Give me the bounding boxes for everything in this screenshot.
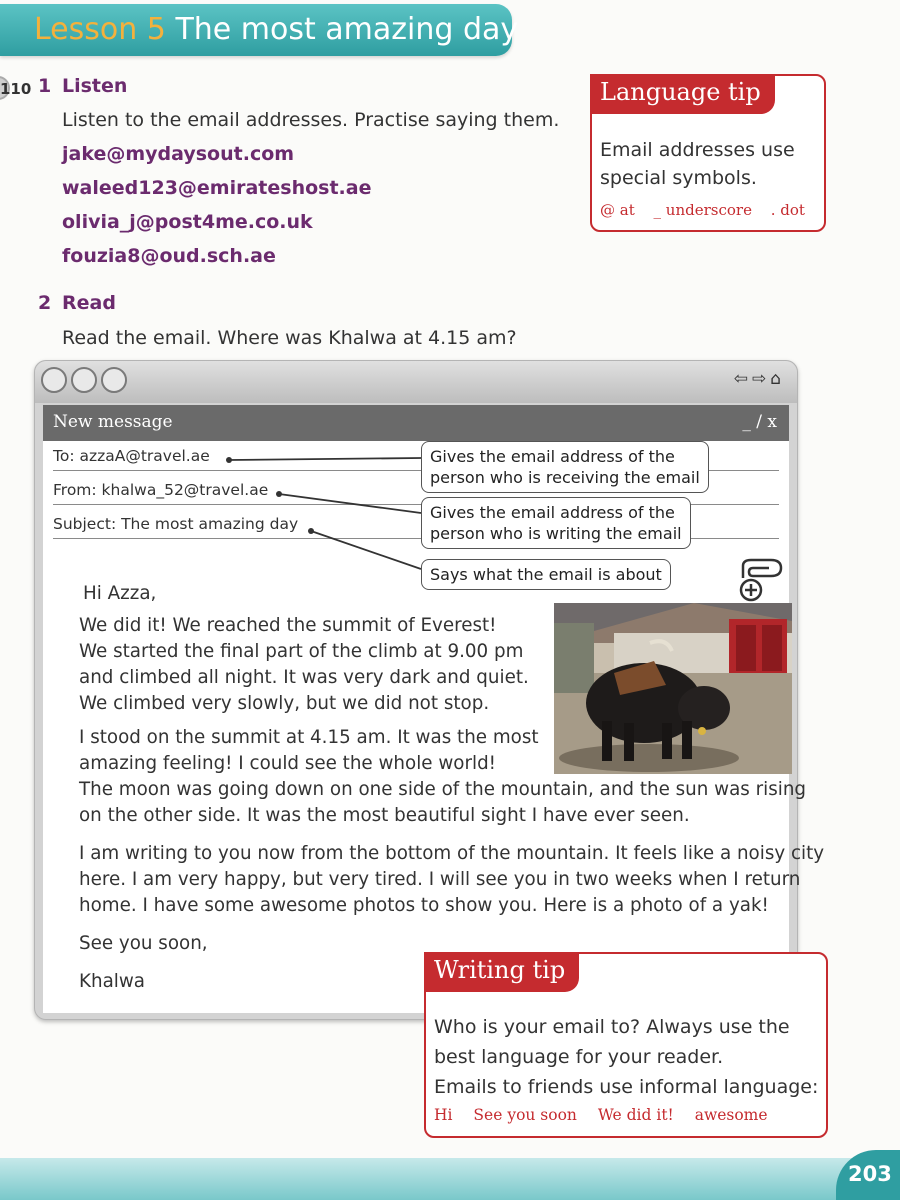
callout-from xyxy=(421,497,691,549)
writing-tip-box xyxy=(424,952,828,1138)
email-window xyxy=(34,360,825,1020)
email-address-2: waleed123@emirateshost.ae xyxy=(62,177,372,199)
email-address-4: fouzia8@oud.sch.ae xyxy=(62,245,276,267)
email-address-3: olivia_j@post4me.co.uk xyxy=(62,211,313,233)
email-line: here. I am very happy, but very tired. I will see you in two weeks when I return xyxy=(79,869,801,890)
email-closing: See you soon, xyxy=(79,933,208,954)
section1-heading: Listen xyxy=(62,75,128,97)
email-paper xyxy=(43,441,825,1013)
subject-field-text: Subject: The most amazing day xyxy=(53,515,299,533)
email-line: We did it! We reached the summit of Everest! xyxy=(79,615,497,636)
window-minimize-circle[interactable] xyxy=(71,367,97,393)
email-greeting: Hi Azza, xyxy=(83,583,157,604)
informal-example: awesome xyxy=(694,1106,768,1124)
lesson-banner xyxy=(0,4,519,56)
language-tip-line1: Email addresses use xyxy=(600,139,795,161)
language-tip-box xyxy=(590,74,826,232)
email-paragraph-1 xyxy=(79,613,529,717)
page-footer-band xyxy=(0,1158,900,1200)
callout-from-line1: Gives the email address of the xyxy=(430,503,675,522)
callout-subject xyxy=(421,559,671,590)
informal-example: Hi xyxy=(434,1106,453,1124)
message-bar xyxy=(43,405,789,441)
email-line: I am writing to you now from the bottom of the mountain. It feels like a noisy city xyxy=(79,843,825,864)
email-line: I stood on the summit at 4.15 am. It was the most xyxy=(79,727,539,748)
section2-instruction: Read the email. Where was Khalwa at 4.15 am? xyxy=(62,327,517,349)
page-number: 203 xyxy=(836,1150,900,1200)
section2-number: 2 xyxy=(38,292,52,314)
email-line: amazing feeling! I could see the whole world! xyxy=(79,753,496,774)
email-line: We climbed very slowly, but we did not stop. xyxy=(79,693,490,714)
email-signature: Khalwa xyxy=(79,971,146,992)
from-field-text: From: khalwa_52@travel.ae xyxy=(53,481,269,499)
lesson-title: The most amazing day xyxy=(175,12,519,47)
window-zoom-circle[interactable] xyxy=(101,367,127,393)
callout-to-line1: Gives the email address of the xyxy=(430,447,675,466)
writing-tip-line1: Who is your email to? Always use the xyxy=(434,1016,790,1038)
yak-photo xyxy=(554,603,792,774)
symbol-underscore: _ underscore xyxy=(653,201,752,219)
section1-instruction: Listen to the email addresses. Practise saying them. xyxy=(62,109,560,131)
email-line: on the other side. It was the most beautiful sight I have ever seen. xyxy=(79,805,690,826)
email-line: and climbed all night. It was very dark and quiet. xyxy=(79,667,529,688)
informal-example: We did it! xyxy=(597,1106,674,1124)
callout-to xyxy=(421,441,709,493)
nav-arrows-home-icon[interactable]: ⇦⇨⌂ xyxy=(733,369,785,389)
informal-example: See you soon xyxy=(473,1106,577,1124)
email-paragraph-3 xyxy=(79,841,824,919)
window-close-circle[interactable] xyxy=(41,367,67,393)
section1-number: 1 xyxy=(38,75,52,97)
window-titlebar xyxy=(35,361,797,403)
symbol-dot: . dot xyxy=(770,201,805,219)
writing-tip-line2: best language for your reader. xyxy=(434,1046,724,1068)
email-line: We started the final part of the climb at 9.00 pm xyxy=(79,641,524,662)
callout-from-line2: person who is writing the email xyxy=(430,524,682,543)
to-field-text: To: azzaA@travel.ae xyxy=(53,447,210,465)
message-bar-controls[interactable]: _ / x xyxy=(742,412,777,432)
symbol-at: @ at xyxy=(600,201,635,219)
message-bar-title: New message xyxy=(53,412,173,432)
attachment-icon[interactable] xyxy=(733,558,785,602)
callout-subject-text: Says what the email is about xyxy=(430,565,662,584)
email-line: home. I have some awesome photos to show you. Here is a photo of a yak! xyxy=(79,895,769,916)
writing-tip-line3: Emails to friends use informal language: xyxy=(434,1076,819,1098)
audio-track-number: 110 xyxy=(0,80,32,98)
email-address-1: jake@mydaysout.com xyxy=(62,143,295,165)
language-tip-line2: special symbols. xyxy=(600,167,757,189)
writing-tip-heading: Writing tip xyxy=(424,952,579,992)
language-tip-heading: Language tip xyxy=(590,74,775,114)
callout-to-line2: person who is receiving the email xyxy=(430,468,700,487)
email-line: The moon was going down on one side of the mountain, and the sun was rising xyxy=(79,779,807,800)
lesson-label: Lesson 5 xyxy=(34,12,166,47)
section2-heading: Read xyxy=(62,292,116,314)
